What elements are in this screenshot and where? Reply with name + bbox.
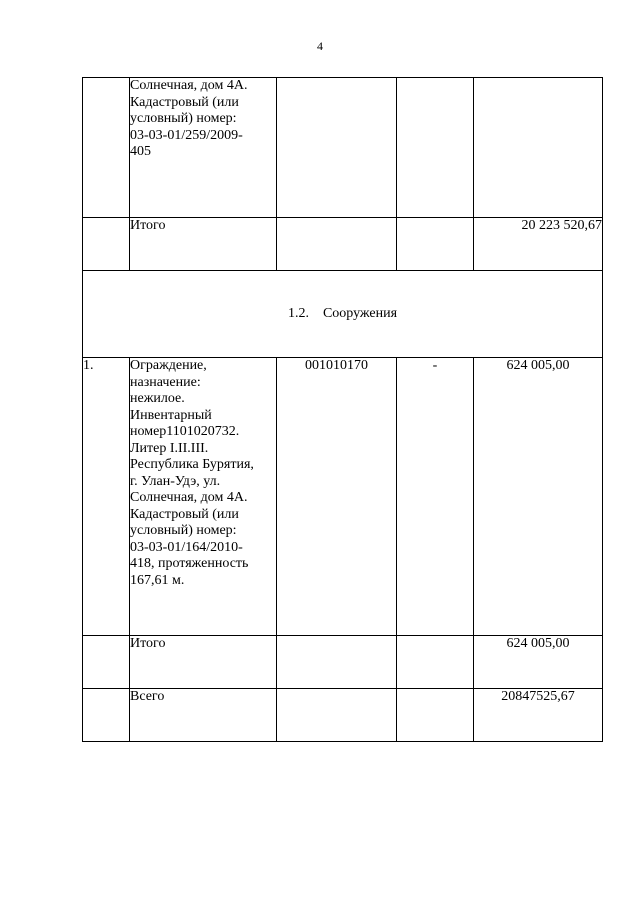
- description-cell: [130, 358, 277, 636]
- subtotal-label: Итого: [130, 218, 277, 271]
- dash-cell: [397, 78, 474, 218]
- table-row-continued: [83, 78, 603, 218]
- page-number: 4: [317, 39, 323, 53]
- subtotal-amount: 624 005,00: [474, 636, 603, 689]
- section-number: 1.2.: [287, 305, 309, 321]
- description-line: Инвентарный: [130, 407, 212, 423]
- row-number-cell: [83, 636, 130, 689]
- description-line: Литер I.II.III.: [130, 440, 209, 456]
- section-title: Сооружения: [322, 305, 398, 321]
- description-line: назначение:: [130, 374, 201, 390]
- row-number-cell: 1.: [83, 358, 130, 636]
- grand-total-label: Всего: [130, 689, 277, 742]
- row-number-cell: [83, 78, 130, 218]
- inventory-number-cell: 001010170: [277, 358, 397, 636]
- description-line: 03-03-01/259/2009-: [130, 127, 243, 143]
- description-cell: [130, 78, 277, 218]
- table-row-subtotal: [83, 218, 603, 271]
- description-line: Ограждение,: [130, 358, 207, 373]
- section-heading: [288, 306, 397, 323]
- dash-cell: [397, 689, 474, 742]
- section-heading-row: [83, 271, 603, 358]
- description-line: условный) номер:: [130, 523, 237, 538]
- description-line: условный) номер:: [130, 111, 237, 126]
- description-line: г. Улан-Удэ, ул.: [130, 473, 221, 489]
- description-line: 405: [130, 144, 151, 159]
- subtotal-amount: 20 223 520,67: [474, 218, 603, 271]
- table-row-subtotal: [83, 636, 603, 689]
- property-table: [82, 77, 603, 742]
- amount-cell: [474, 78, 603, 218]
- description-line: Солнечная, дом 4А.: [130, 490, 248, 505]
- description-line: номер1101020732.: [130, 424, 240, 439]
- dash-cell: -: [397, 358, 474, 636]
- inventory-number-cell: [277, 218, 397, 271]
- table-row-item: [83, 358, 603, 636]
- inventory-number-cell: [277, 636, 397, 689]
- inventory-number-cell: [277, 78, 397, 218]
- description-line: 167,61 м.: [130, 572, 185, 588]
- description-line: 03-03-01/164/2010-: [130, 539, 243, 555]
- inventory-number-cell: [277, 689, 397, 742]
- description-line: Солнечная, дом 4А.: [130, 78, 248, 93]
- dash-cell: [397, 636, 474, 689]
- description-line: Кадастровый (или: [130, 94, 239, 110]
- row-number-cell: [83, 218, 130, 271]
- description-line: Республика Бурятия,: [130, 457, 254, 472]
- dash-cell: [397, 218, 474, 271]
- grand-total-amount: 20847525,67: [474, 689, 603, 742]
- description-line: 418, протяженность: [130, 556, 249, 571]
- description-line: Кадастровый (или: [130, 506, 239, 522]
- description-line: нежилое.: [130, 391, 185, 406]
- amount-cell: 624 005,00: [474, 358, 603, 636]
- subtotal-label: Итого: [130, 636, 277, 689]
- row-number-cell: [83, 689, 130, 742]
- table-row-grand-total: [83, 689, 603, 742]
- section-heading-cell: [83, 271, 603, 358]
